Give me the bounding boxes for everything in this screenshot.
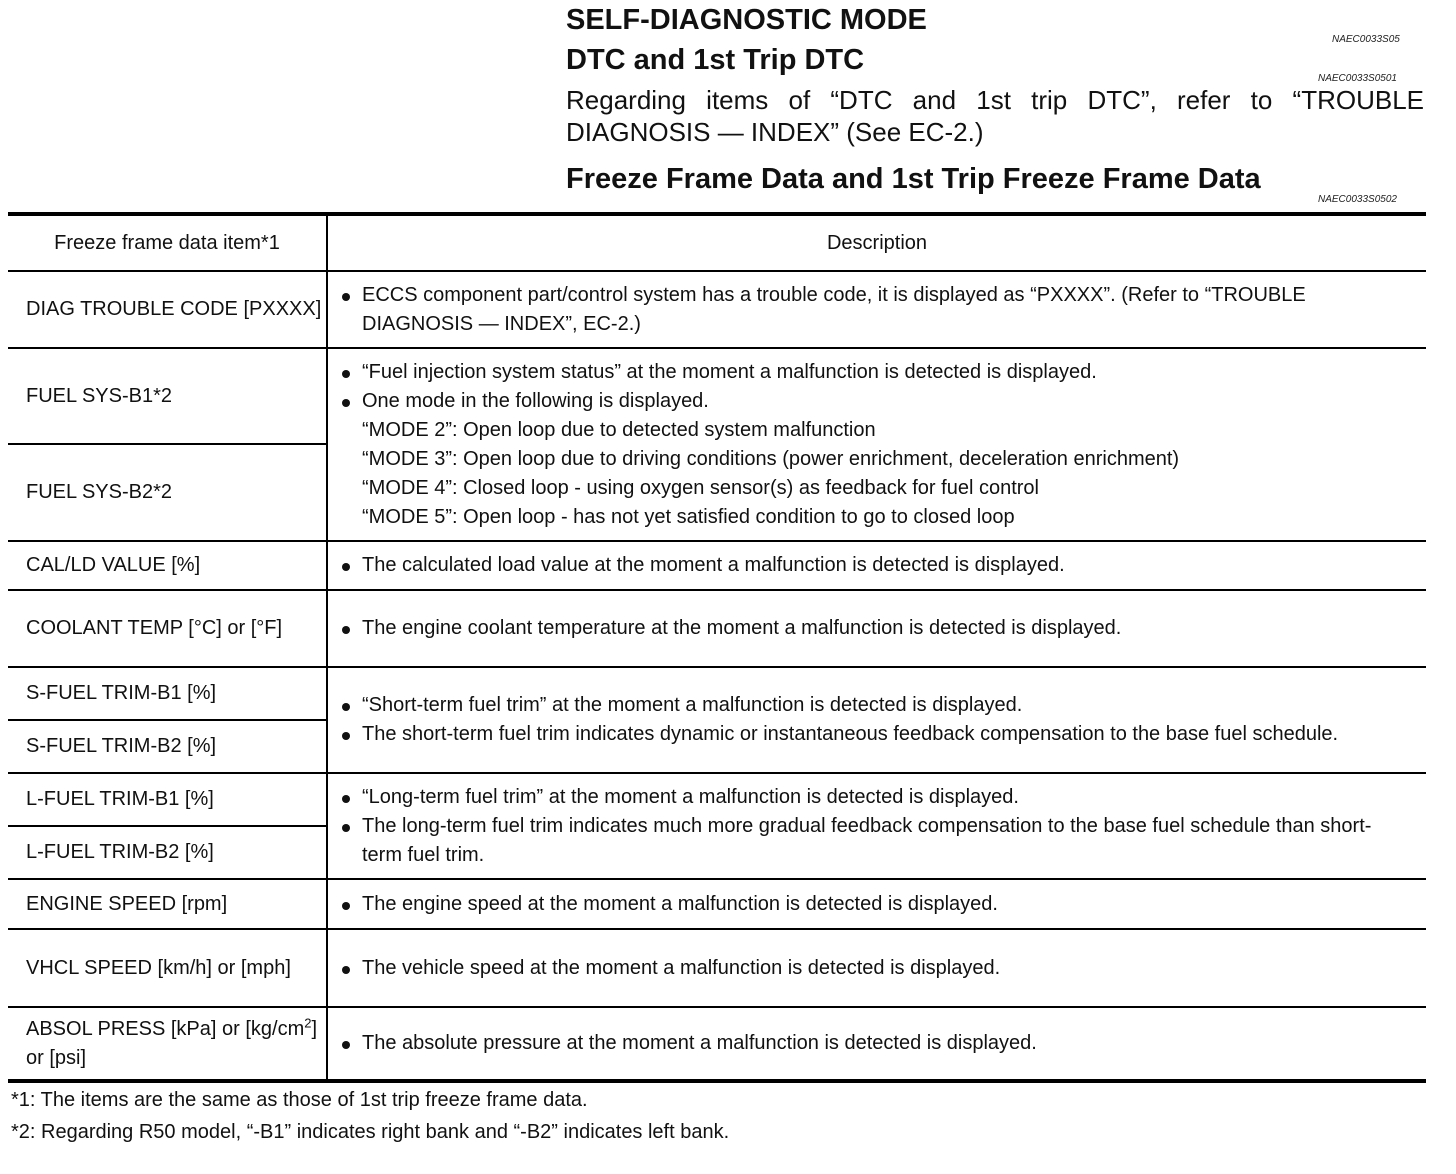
dtc-title: DTC and 1st Trip DTC xyxy=(566,44,865,76)
bullet-item: “Long-term fuel trim” at the moment a malfunction is detected is displayed. xyxy=(336,783,1410,812)
row-description xyxy=(327,773,1426,879)
row-item: VHCL SPEED [km/h] or [mph] xyxy=(8,929,327,1007)
dtc-code: NAEC0033S0501 xyxy=(1318,73,1397,84)
bullet-item: The calculated load value at the moment a malfunction is detected is displayed. xyxy=(336,551,1410,580)
footnote-1: *1: The items are the same as those of 1st trip freeze frame data. xyxy=(11,1089,588,1111)
bullet-item: One mode in the following is displayed. xyxy=(336,387,1410,416)
row-description xyxy=(327,348,1426,541)
dtc-paragraph: Regarding items of “DTC and 1st trip DTC”, refer to “TROUBLE DIAGNOSIS — INDEX” (See EC-2.) xyxy=(566,85,1424,147)
row-item: DIAG TROUBLE CODE [PXXXX] xyxy=(8,271,327,348)
table-row xyxy=(8,667,1426,720)
row-description xyxy=(327,879,1426,929)
row-item: ENGINE SPEED [rpm] xyxy=(8,879,327,929)
row-item-text: ABSOL PRESS [kPa] or [kg/cm xyxy=(26,1017,305,1040)
table-row xyxy=(8,348,1426,444)
freeze-frame-table xyxy=(8,212,1426,1083)
row-item-text: ] or [psi] xyxy=(26,1017,318,1069)
section-title: SELF-DIAGNOSTIC MODE xyxy=(566,4,927,36)
table-header-row xyxy=(8,214,1426,271)
section-code: NAEC0033S05 xyxy=(1332,34,1400,45)
table-row xyxy=(8,773,1426,826)
row-item: L-FUEL TRIM-B1 [%] xyxy=(8,773,327,826)
bullet-item: ECCS component part/control system has a trouble code, it is displayed as “PXXXX”. (Refer to “TROUBLE DIAGNOSIS — INDEX”, EC-2.) xyxy=(336,281,1410,339)
row-description xyxy=(327,590,1426,667)
table-row xyxy=(8,271,1426,348)
mode-line: “MODE 5”: Open loop - has not yet satisfied condition to go to closed loop xyxy=(362,505,1015,528)
table-row xyxy=(8,590,1426,667)
row-item: S-FUEL TRIM-B1 [%] xyxy=(8,667,327,720)
mode-line: “MODE 4”: Closed loop - using oxygen sensor(s) as feedback for fuel control xyxy=(362,476,1039,499)
mode-line: “MODE 2”: Open loop due to detected system malfunction xyxy=(362,418,876,441)
row-item xyxy=(8,1007,327,1081)
column-header-description: Description xyxy=(327,214,1426,271)
row-item: FUEL SYS-B1*2 xyxy=(8,348,327,444)
superscript: 2 xyxy=(304,1014,312,1030)
footnote-2: *2: Regarding R50 model, “-B1” indicates right bank and “-B2” indicates left bank. xyxy=(11,1121,730,1143)
column-header-item: Freeze frame data item*1 xyxy=(8,214,327,271)
ffd-code: NAEC0033S0502 xyxy=(1318,194,1397,205)
bullet-item: The long-term fuel trim indicates much more gradual feedback compensation to the base fuel schedule than short-term fuel trim. xyxy=(336,812,1410,870)
row-item: FUEL SYS-B2*2 xyxy=(8,444,327,541)
row-item: L-FUEL TRIM-B2 [%] xyxy=(8,826,327,879)
bullet-item: The engine coolant temperature at the moment a malfunction is detected is displayed. xyxy=(336,614,1410,643)
row-description xyxy=(327,667,1426,773)
ffd-title: Freeze Frame Data and 1st Trip Freeze Frame Data xyxy=(566,163,1261,195)
table-row xyxy=(8,1007,1426,1081)
table-row xyxy=(8,879,1426,929)
bullet-item: “Fuel injection system status” at the moment a malfunction is detected is displayed. xyxy=(336,358,1410,387)
row-description xyxy=(327,271,1426,348)
bullet-item: The vehicle speed at the moment a malfunction is detected is displayed. xyxy=(336,954,1410,983)
bullet-item: The short-term fuel trim indicates dynamic or instantaneous feedback compensation to the base fuel schedule. xyxy=(336,720,1410,749)
row-item: COOLANT TEMP [°C] or [°F] xyxy=(8,590,327,667)
table-row xyxy=(8,929,1426,1007)
row-description xyxy=(327,541,1426,590)
mode-line: “MODE 3”: Open loop due to driving conditions (power enrichment, deceleration enrichment) xyxy=(362,447,1180,470)
table-row xyxy=(8,541,1426,590)
row-item: CAL/LD VALUE [%] xyxy=(8,541,327,590)
bullet-item: “Short-term fuel trim” at the moment a malfunction is detected is displayed. xyxy=(336,691,1410,720)
bullet-item: The engine speed at the moment a malfunction is detected is displayed. xyxy=(336,890,1410,919)
row-description xyxy=(327,929,1426,1007)
row-item: S-FUEL TRIM-B2 [%] xyxy=(8,720,327,773)
bullet-item: The absolute pressure at the moment a malfunction is detected is displayed. xyxy=(336,1029,1410,1058)
row-description xyxy=(327,1007,1426,1081)
